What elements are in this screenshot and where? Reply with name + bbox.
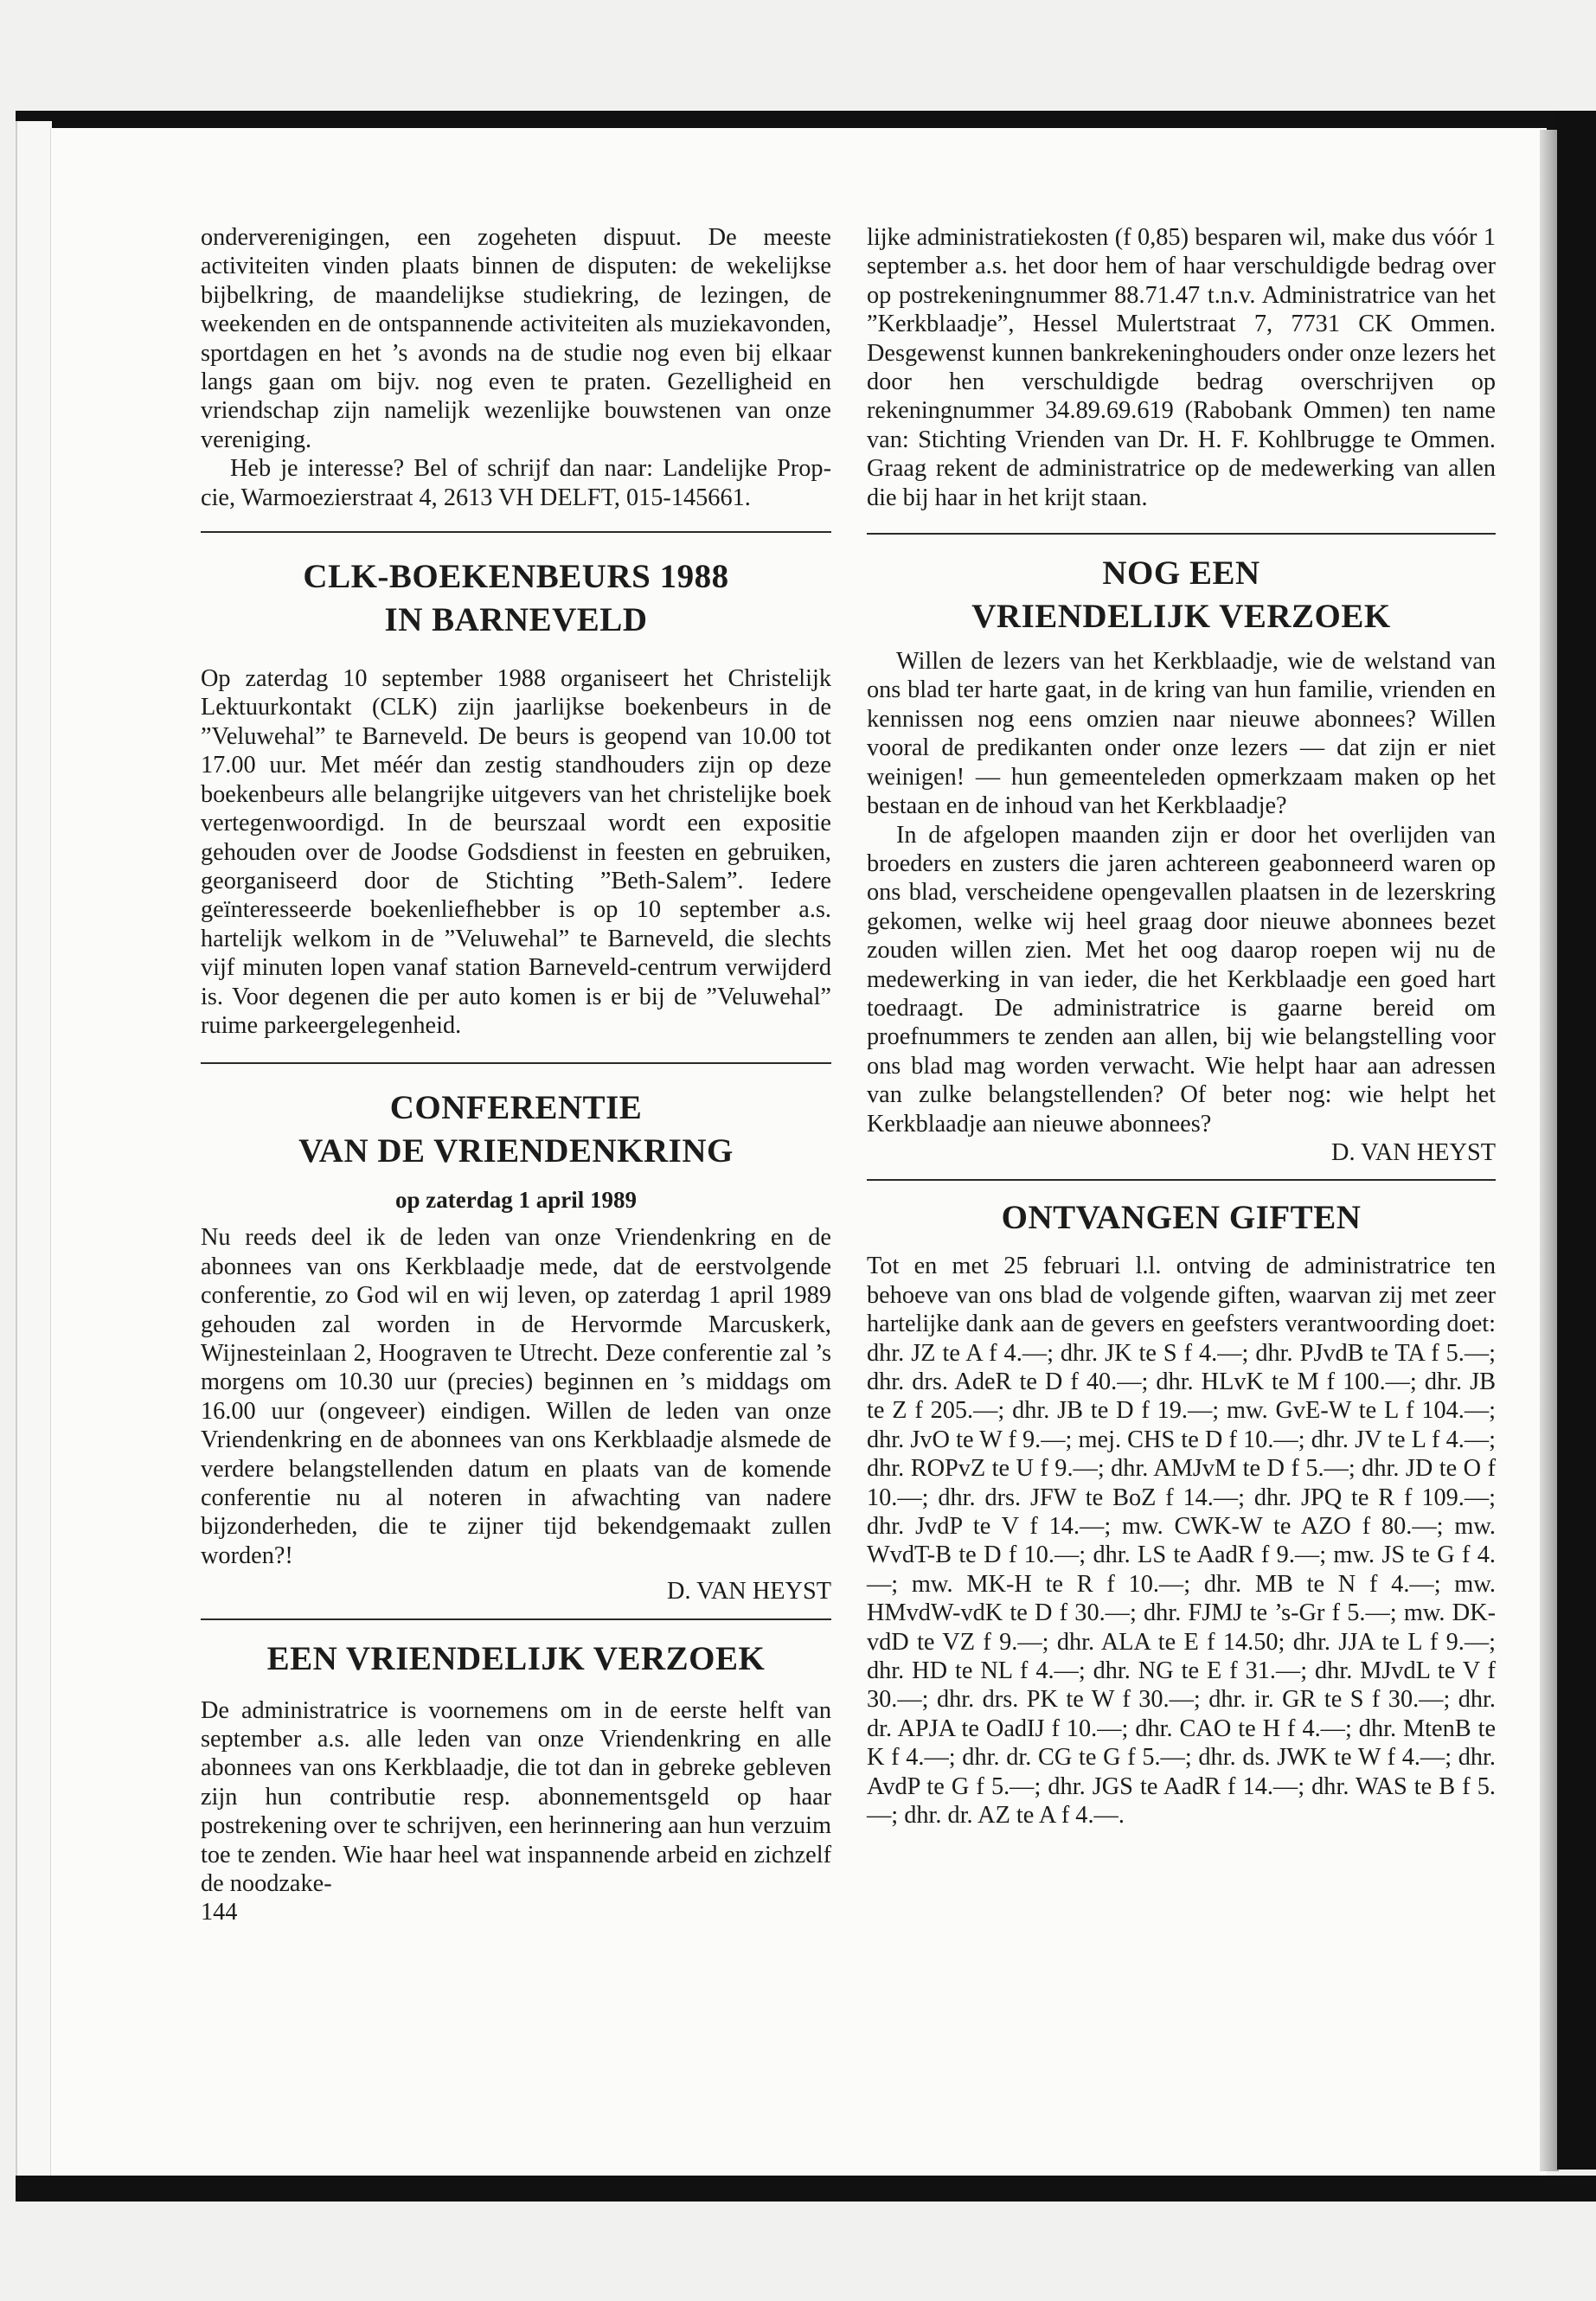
scan-border-right — [1557, 111, 1596, 2170]
conference-subtitle: op zaterdag 1 april 1989 — [395, 1187, 637, 1214]
request-title: EEN VRIENDELIJK VERZOEK — [266, 1639, 766, 1677]
gifts-body: Tot en met 25 februari l.l. ontving de administratrice ten behoeve van ons blad de volgende giften, waarvan zij met zeer hartelijke dank aan de gevers en geefsters verantwoording doet: dhr. JZ te A f 4.—; dhr. JK te S f 4.—; dhr. PJvdB te TA f 5.—; dhr. drs. AdeR te D f 40.—; dhr. HLvK te M f 100.—; dhr. JB te Z f 205.—; dhr. JB te D f 19.—; mw. GvE-W te L f 104.—; dhr. JvO te W f 9.—; mej. CHS te D f 10.—; dhr. JV te L f 4.—; dhr. ROPvZ te U f 9.—; dhr. AMJvM te D f 5.—; dhr. JD te O f 10.—; dhr. drs. JFW te BoZ f 14.—; dhr. JPQ te R f 109.—; dhr. JvdP te V f 14.—; mw. CWK-W te AZO f 80.—; mw. WvdT-B te D f 10.—; dhr. LS te AadR f 9.—; mw. JS te G f 4.—; mw. MK-H te R f 10.—; dhr. MB te N f 4.—; mw. HMvdW-vdK te D f 30.—; dhr. FJMJ te ’s-Gr f 5.—; mw. DK-vdD te VZ f 9.—; dhr. ALA te E f 14.50; dhr. JJA te L f 9.—; dhr. HD te NL f 4.—; dhr. NG te E f 31.—; dhr. MJvdL te V f 30.—; dhr. drs. PK te W f 30.—; dhr. ir. GR te S f 30.—; dhr. dr. APJA te OadIJ f 10.—; dhr. CAO te H f 4.—; dhr. MtenB te K f 4.—; dhr. dr. CG te G f 5.—; dhr. ds. JWK te W f 4.—; dhr. AvdP te G f 5.—; dhr. JGS te AadR f 14.—; dhr. WAS te B f 5.—; dhr. dr. AZ te A f 4.—. — [867, 1253, 1496, 1830]
page-edge-shadow — [1540, 130, 1559, 2171]
section-divider — [867, 1179, 1496, 1181]
second-request-title-line-1: NOG EEN — [1102, 554, 1260, 593]
intro-paragraph: onderverenigingen, een zogeheten dispuut. De meeste activiteiten vinden plaats binnen de disputen: de wekelijkse bijbelkring, de maandelijkse studiekring, de lezingen, de weekenden en de ontspannende activiteiten als muziekavonden, sportdagen en het ’s avonds na de studie nog even bij elkaar langs gaan om bijv. nog even te praten. Gezelligheid en vriendschap zijn namelijk wezenlijke bouwstenen van onze vereniging. — [201, 224, 831, 453]
intro-contact-paragraph: Heb je interesse? Bel of schrijf dan naar: Landelijke Prop-cie, Warmoezierstraat 4, 2613 VH DELFT, 015-145661. — [201, 455, 831, 511]
request-body: De administratrice is voornemens om in de eerste helft van september a.s. alle leden van onze Vriendenkring en alle abonnees van ons Kerkblaadje, die tot dan in gebreke gebleven zijn hun contributie resp. abonnementsgeld op haar postrekening over te schrijven, een herinnering aan hun verzuim toe te zenden. Wie haar heel wat inspannende arbeid en zichzelf de noodzake- — [201, 1696, 831, 1898]
section-divider — [201, 1062, 831, 1064]
conference-signature: D. VAN HEYST — [667, 1578, 831, 1606]
clk-title-line-2: IN BARNEVELD — [384, 601, 648, 639]
scan-border-left — [16, 121, 52, 2193]
section-divider — [201, 1618, 831, 1620]
second-request-title-line-2: VRIENDELIJK VERZOEK — [971, 598, 1391, 636]
second-request-body-1: Willen de lezers van het Kerkblaadje, wie de welstand van ons blad ter harte gaat, in de kring van hun familie, vrienden en kennissen nog eens omzien naar nieuwe abonnees? Willen vooral de predikanten onder onze lezers — dat zijn er niet weinigen! — hun gemeenteleden opmerkzaam maken op het bestaan en de inhoud van het Kerkblaadje? — [867, 648, 1496, 820]
left-column — [201, 223, 831, 1927]
second-request-signature: D. VAN HEYST — [1331, 1138, 1496, 1166]
gifts-title: ONTVANGEN GIFTEN — [1001, 1199, 1362, 1237]
conference-title-line-2: VAN DE VRIENDENKRING — [298, 1132, 734, 1170]
second-request-body-2: In de afgelopen maanden zijn er door het overlijden van broeders en zusters die jaren achtereen geabonneerd waren op ons blad, verscheidene opengevallen plaatsen in de lezerskring gekomen, welke wij heel graag door nieuwe abonnees bezet zouden willen zien. Met het oog daarop roepen wij nu de medewerking in van ieder, die het Kerkblaadje een goed hart toedraagt. De administratrice is gaarne bereid om proefnummers te zenden aan allen, bij wie belangstelling voor ons blad mag worden verwacht. Wie helpt haar aan adressen van zulke belangstellenden? Of beter nog: wie helpt het Kerkblaadje aan nieuwe abonnees? — [867, 821, 1496, 1138]
conference-body: Nu reeds deel ik de leden van onze Vriendenkring en de abonnees van ons Kerkblaadje mede, dat de eerstvolgende conferentie, zo God wil en wij leven, op zaterdag 1 april 1989 gehouden zal worden in de Hervormde Marcuskerk, Wijnesteinlaan 2, Hoograven te Utrecht. Deze conferentie zal ’s morgens om 10.30 uur (precies) beginnen en ’s middags om 16.00 uur (ongeveer) eindigen. Willen de leden van onze Vriendenkring en de abonnees van ons Kerkblaadje alsmede de verdere belangstellenden datum en plaats van de komende conferentie nu al noteren in afwachting van nadere bijzonderheden, die te zijner tijd bekendgemaakt zullen worden?! — [201, 1224, 831, 1569]
page-number: 144 — [201, 1899, 238, 1926]
request-continued: lijke administratiekosten (f 0,85) besparen wil, make dus vóór 1 september a.s. het door hem of haar verschuldigde bedrag over op postrekeningnummer 88.71.47 t.n.v. Administratrice van het ”Kerkblaadje”, Hessel Mulertstraat 7, 7731 CK Ommen. Desgewenst kunnen bankrekeninghouders onder onze lezers het door hen verschuldigde bedrag overschrijven op rekeningnummer 34.89.69.619 (Rabobank Ommen) ten name van: Stichting Vrienden van Dr. H. F. Kohlbrugge te Ommen. Graag rekent de administratrice op de medewerking van allen die bij haar in het krijt staan. — [867, 224, 1496, 511]
right-column — [867, 223, 1496, 1830]
section-divider — [201, 531, 831, 533]
scan-border-bottom — [16, 2176, 1596, 2202]
clk-article-body: Op zaterdag 10 september 1988 organiseert het Christelijk Lektuurkontakt (CLK) zijn jaarlijkse boekenbeurs in de ”Veluwehal” te Barneveld. De beurs is geopend van 10.00 tot 17.00 uur. Met méér dan zestig standhouders zijn op deze boekenbeurs alle belangrijke uitgevers van het christelijke boek vertegenwoordigd. In de beurszaal wordt een expositie gehouden over de Joodse Godsdienst in feesten en gebruiken, georganiseerd door de Stichting ”Beth-Salem”. Iedere geïnteresseerde boekenliefhebber is op 10 september a.s. hartelijk welkom in de ”Veluwehal” te Barneveld, die slechts vijf minuten lopen vanaf station Barneveld-centrum verwijderd is. Voor degenen die per auto komen is er bij de ”Veluwehal” ruime parkeergelegenheid. — [201, 665, 831, 1039]
conference-title-line-1: CONFERENTIE — [389, 1089, 643, 1127]
clk-title-line-1: CLK-BOEKENBEURS 1988 — [303, 558, 729, 596]
section-divider — [867, 533, 1496, 535]
